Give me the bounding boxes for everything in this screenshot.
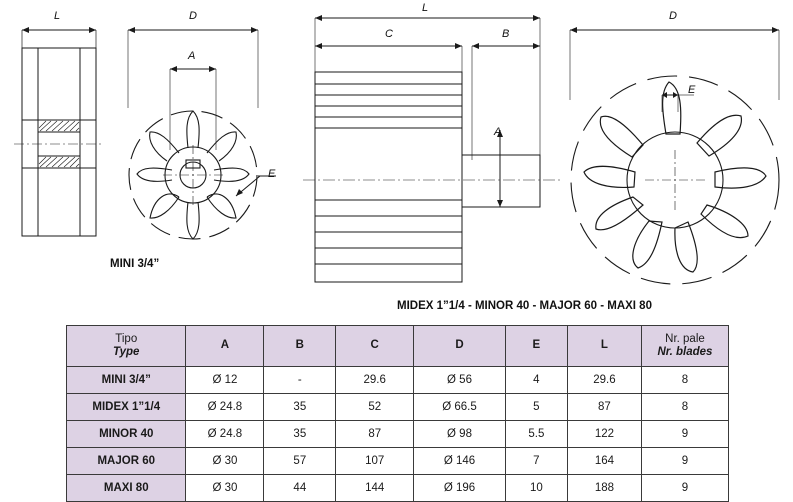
cell-a: Ø 12 xyxy=(186,367,264,394)
cell-d: Ø 98 xyxy=(414,421,506,448)
cell-a: Ø 24.8 xyxy=(186,394,264,421)
cell-b: 35 xyxy=(264,394,336,421)
table-row xyxy=(67,421,729,448)
th-blades xyxy=(641,326,728,367)
cell-e: 5.5 xyxy=(505,421,567,448)
label-a-left: A xyxy=(188,50,196,62)
caption-mini: MINI 3/4” xyxy=(110,258,160,270)
dim-b-center xyxy=(472,43,540,160)
spec-table xyxy=(66,325,729,502)
cell-a: Ø 24.8 xyxy=(186,421,264,448)
cell-c: 144 xyxy=(336,475,414,502)
table-row xyxy=(67,475,729,502)
cell-l: 87 xyxy=(567,394,641,421)
cell-blades: 9 xyxy=(641,475,728,502)
cell-blades: 9 xyxy=(641,448,728,475)
cell-b: 44 xyxy=(264,475,336,502)
caption-center: MIDEX 1”1/4 - MINOR 40 - MAJOR 60 - MAXI 80 xyxy=(397,300,652,312)
cell-b: 35 xyxy=(264,421,336,448)
cell-a: Ø 30 xyxy=(186,475,264,502)
label-b-center: B xyxy=(502,28,510,40)
table-row xyxy=(67,448,729,475)
dim-c-center xyxy=(315,43,462,72)
cell-d: Ø 146 xyxy=(414,448,506,475)
th-a: A xyxy=(186,326,264,367)
th-b: B xyxy=(264,326,336,367)
th-type-en: Type xyxy=(113,346,140,358)
cell-a: Ø 30 xyxy=(186,448,264,475)
cell-blades: 9 xyxy=(641,421,728,448)
dim-d-left xyxy=(128,27,258,108)
cell-c: 107 xyxy=(336,448,414,475)
cell-e: 10 xyxy=(505,475,567,502)
cell-type: MAJOR 60 xyxy=(67,448,186,475)
cell-l: 29.6 xyxy=(567,367,641,394)
dim-d-right xyxy=(570,27,779,100)
impeller-left xyxy=(129,111,257,239)
cell-d: Ø 196 xyxy=(414,475,506,502)
label-e-right: E xyxy=(688,84,696,96)
cell-b: 57 xyxy=(264,448,336,475)
table-row xyxy=(67,394,729,421)
th-l: L xyxy=(567,326,641,367)
cell-d: Ø 66.5 xyxy=(414,394,506,421)
dim-a-left xyxy=(170,66,216,150)
dim-l-left xyxy=(22,27,96,48)
cell-c: 52 xyxy=(336,394,414,421)
label-l-center: L xyxy=(422,2,429,14)
th-blades-it: Nr. pale xyxy=(665,332,705,345)
spec-table-body xyxy=(67,367,729,502)
label-d-left: D xyxy=(189,10,197,22)
cell-type: MINOR 40 xyxy=(67,421,186,448)
cell-blades: 8 xyxy=(641,367,728,394)
label-c-center: C xyxy=(385,28,393,40)
label-d-right: D xyxy=(669,10,677,22)
cell-blades: 8 xyxy=(641,394,728,421)
cell-b: - xyxy=(264,367,336,394)
cell-e: 5 xyxy=(505,394,567,421)
spec-table-wrapper xyxy=(66,325,729,502)
label-e-left: E xyxy=(268,168,276,180)
impeller-right xyxy=(571,76,779,284)
th-type xyxy=(67,326,186,367)
table-row xyxy=(67,367,729,394)
label-a-center: A xyxy=(494,126,502,138)
cell-type: MINI 3/4” xyxy=(67,367,186,394)
cell-d: Ø 56 xyxy=(414,367,506,394)
cell-l: 122 xyxy=(567,421,641,448)
th-type-it: Tipo xyxy=(115,332,138,345)
cell-e: 4 xyxy=(505,367,567,394)
th-blades-en: Nr. blades xyxy=(657,346,713,358)
cell-type: MAXI 80 xyxy=(67,475,186,502)
cell-l: 188 xyxy=(567,475,641,502)
cell-c: 29.6 xyxy=(336,367,414,394)
dim-a-center xyxy=(497,130,503,207)
label-l-left: L xyxy=(54,10,61,22)
th-c: C xyxy=(336,326,414,367)
cell-l: 164 xyxy=(567,448,641,475)
cell-c: 87 xyxy=(336,421,414,448)
cell-type: MIDEX 1”1/4 xyxy=(67,394,186,421)
th-d: D xyxy=(414,326,506,367)
table-header-row xyxy=(67,326,729,367)
cell-e: 7 xyxy=(505,448,567,475)
th-e: E xyxy=(505,326,567,367)
spec-table-head xyxy=(67,326,729,367)
